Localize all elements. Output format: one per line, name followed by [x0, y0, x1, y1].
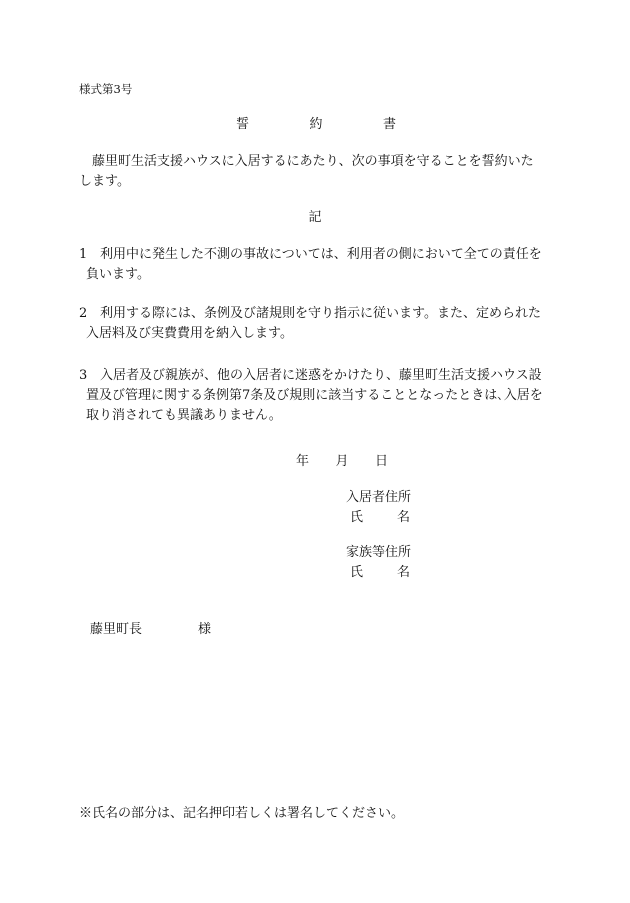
- year-label: 年: [296, 454, 310, 469]
- name-char: 名: [396, 565, 410, 580]
- title-char: 書: [382, 117, 396, 132]
- month-label: 月: [335, 454, 349, 469]
- item-text: 置及び管理に関する条例第7条及び規則に該当することとなったときは､入居を: [86, 388, 543, 403]
- item-text: 利用中に発生した不測の事故については、利用者の側において全ての責任を: [100, 247, 542, 262]
- family-name-label: [350, 563, 410, 583]
- item-text: 利用する際には、条例及び諸規則を守り指示に従います。また、定められた: [100, 306, 541, 321]
- item-number: 1: [79, 247, 88, 262]
- item-text: 入居者及び親族が、他の入居者に迷惑をかけたり、藤里町生活支援ハウス設: [100, 368, 542, 383]
- honorific: 様: [198, 622, 212, 637]
- day-label: 日: [374, 454, 388, 469]
- intro-line: 藤里町生活支援ハウスに入居するにあたり、次の事項を守ることを誓約いた: [92, 154, 534, 169]
- title-char: 約: [309, 117, 323, 132]
- intro-line: します。: [79, 174, 130, 189]
- resident-name-label: [350, 508, 410, 528]
- item-text: 負います。: [86, 267, 150, 282]
- document-title: [236, 115, 396, 135]
- resident-address-label: 入居者住所: [346, 490, 412, 505]
- intro-paragraph: [79, 152, 559, 192]
- name-char: 氏: [350, 565, 364, 580]
- item-text: 入居料及び実費費用を納入します。: [86, 326, 293, 341]
- item-number: 3: [79, 368, 88, 383]
- name-char: 名: [396, 510, 410, 525]
- pledge-item: [79, 366, 559, 426]
- date-line: [296, 452, 388, 472]
- item-number: 2: [79, 306, 88, 321]
- footnote: ※氏名の部分は、記名押印若しくは署名してください。: [79, 806, 405, 821]
- ki-heading: 記: [308, 210, 322, 225]
- title-char: 誓: [236, 117, 250, 132]
- item-text: 取り消されても異議ありません。: [86, 408, 282, 423]
- pledge-item: [79, 304, 559, 344]
- name-char: 氏: [350, 510, 364, 525]
- addressee: 藤里町長: [90, 622, 143, 637]
- form-number: 様式第3号: [79, 82, 133, 96]
- family-address-label: 家族等住所: [346, 545, 412, 560]
- pledge-item: [79, 245, 559, 285]
